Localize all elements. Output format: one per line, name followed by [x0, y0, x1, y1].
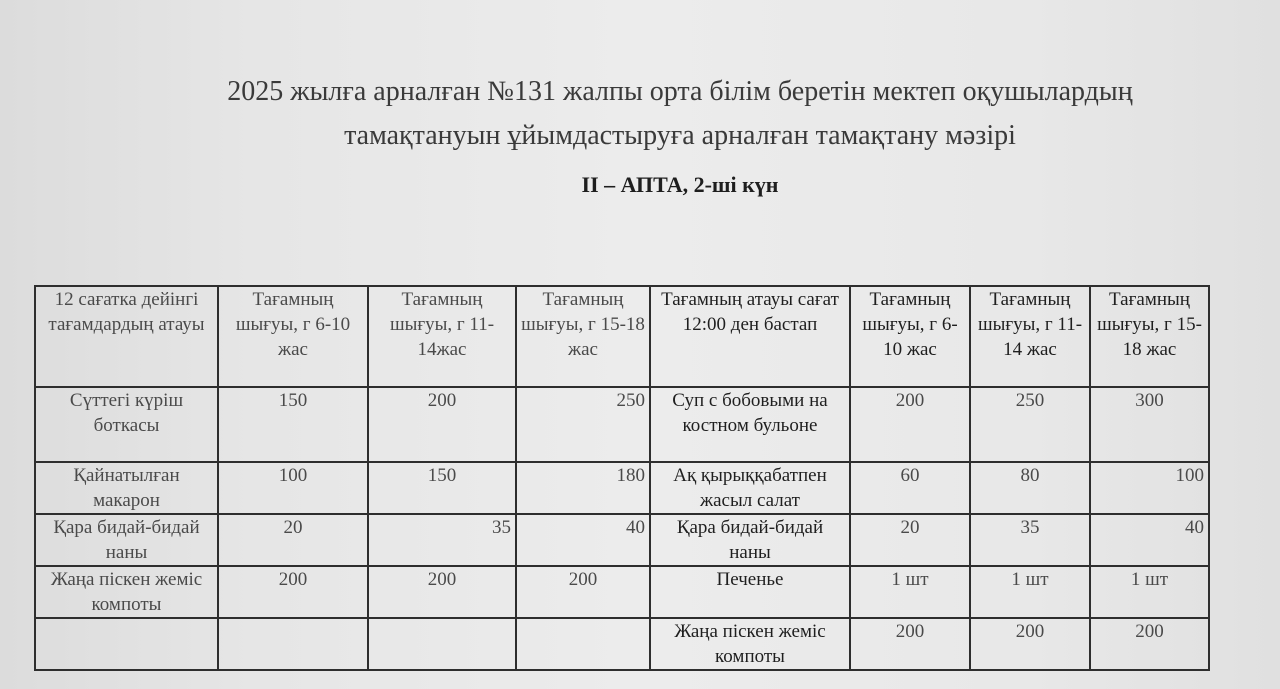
dish-name-cell: Қайнатылған макарон: [35, 462, 218, 514]
dish-name-cell: Сүттегі күріш боткасы: [35, 387, 218, 462]
value-cell: 80: [970, 462, 1090, 514]
value-cell: 40: [1090, 514, 1209, 566]
table-row: [35, 387, 1209, 462]
value-cell: 200: [218, 566, 368, 618]
dish-name-cell: [35, 618, 218, 670]
value-cell: 180: [516, 462, 650, 514]
value-cell: [516, 618, 650, 670]
header-cell: Тағамның шығуы, г 11-14жас: [368, 286, 516, 387]
header-cell: Тағамның шығуы, г 6-10 жас: [850, 286, 970, 387]
value-cell: 100: [218, 462, 368, 514]
table-row: [35, 566, 1209, 618]
value-cell: 200: [970, 618, 1090, 670]
dish-name-cell: Қара бидай-бидай наны: [650, 514, 850, 566]
header-cell: 12 сағатка дейінгі тағамдардың атауы: [35, 286, 218, 387]
value-cell: 35: [368, 514, 516, 566]
value-cell: 1 шт: [1090, 566, 1209, 618]
table-row: [35, 462, 1209, 514]
header-cell: Тағамның шығуы, г 15-18 жас: [516, 286, 650, 387]
value-cell: 35: [970, 514, 1090, 566]
dish-name-cell: Суп с бобовыми на костном бульоне: [650, 387, 850, 462]
table-row: [35, 618, 1209, 670]
dish-name-cell: Жаңа піскен жеміс компоты: [35, 566, 218, 618]
value-cell: 150: [368, 462, 516, 514]
header-cell: Тағамның шығуы, г 15-18 жас: [1090, 286, 1209, 387]
value-cell: 200: [850, 387, 970, 462]
value-cell: 250: [516, 387, 650, 462]
menu-table: [34, 285, 1210, 671]
table-header-row: [35, 286, 1209, 387]
value-cell: 20: [218, 514, 368, 566]
header-cell: Тағамның шығуы, г 6-10 жас: [218, 286, 368, 387]
value-cell: 300: [1090, 387, 1209, 462]
value-cell: 150: [218, 387, 368, 462]
header-cell: Тағамның атауы сағат 12:00 ден бастап: [650, 286, 850, 387]
title-line-1: 2025 жылға арналған №131 жалпы орта білім беретін мектеп оқушылардың: [227, 76, 1133, 107]
value-cell: [218, 618, 368, 670]
value-cell: 200: [850, 618, 970, 670]
header-cell: Тағамның шығуы, г 11-14 жас: [970, 286, 1090, 387]
value-cell: 40: [516, 514, 650, 566]
value-cell: 250: [970, 387, 1090, 462]
dish-name-cell: Ақ қырыққабатпен жасыл салат: [650, 462, 850, 514]
title-line-2: тамақтануын ұйымдастыруға арналған тамақтану мәзірі: [344, 120, 1016, 151]
value-cell: 20: [850, 514, 970, 566]
dish-name-cell: Жаңа піскен жеміс компоты: [650, 618, 850, 670]
value-cell: 200: [516, 566, 650, 618]
value-cell: 200: [368, 387, 516, 462]
week-day-subtitle: II – АПТА, 2-ші күн: [581, 172, 779, 197]
value-cell: 100: [1090, 462, 1209, 514]
value-cell: 1 шт: [970, 566, 1090, 618]
value-cell: 1 шт: [850, 566, 970, 618]
value-cell: 200: [1090, 618, 1209, 670]
document-title: [0, 70, 1280, 158]
dish-name-cell: Печенье: [650, 566, 850, 618]
dish-name-cell: Қара бидай-бидай наны: [35, 514, 218, 566]
value-cell: [368, 618, 516, 670]
value-cell: 200: [368, 566, 516, 618]
table-row: [35, 514, 1209, 566]
value-cell: 60: [850, 462, 970, 514]
